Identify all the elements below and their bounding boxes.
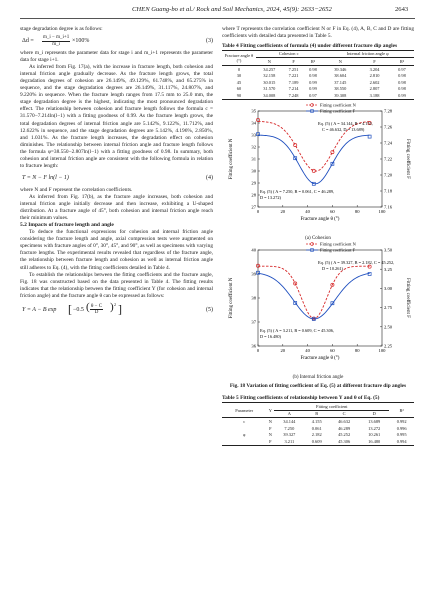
section-heading: 5.2 Impacts of fracture length and angle bbox=[20, 222, 114, 229]
y-tick-label: 31 bbox=[251, 156, 256, 162]
where-4: where N and F represent the correlation coefficients. bbox=[20, 186, 133, 193]
page-number: 2643 bbox=[395, 6, 409, 13]
y2-tick-label: 7.22 bbox=[384, 156, 393, 162]
y-tick-label: 28 bbox=[251, 192, 256, 198]
table-row: 90 34.008 7.248 0.97 39.308 3.188 0.99 bbox=[222, 92, 414, 99]
fig18a-subcaption: (a) Cohesion bbox=[305, 235, 331, 241]
y2-tick-label: 7.20 bbox=[384, 172, 393, 178]
fit-curve-n bbox=[258, 266, 370, 318]
chart-friction bbox=[222, 242, 414, 370]
x-axis-label: Fracture angle θ (°) bbox=[300, 216, 340, 222]
table-4: Fracture angle θ (°) Cohesion c Internal friction angle φ N F R² N F R² 0 34.257 7.251 0.98 39.346 3.204 0.97 30 32.158 7.221 0.98 38.604 2.810 0.98 45 30.015 7.189 0.99 37.145 2.602 0.98 60 31.570 7.214 0.99 38.550 2.807 0.98 90 34.008 7.248 0.97 39.308 3.188 0.99 bbox=[222, 50, 414, 100]
paragraph-4: To establish the relationships between the fitting coefficients and the fracture angle, Fig. 18 was constructed based on the data presented in Table 4. The fitting results indicates that the relationship between the fitting coefficient Y (for cohesion and internal friction angle) and the fracture angle θ can be expressed as follows: bbox=[20, 271, 213, 299]
x-tick-label: 20 bbox=[280, 347, 286, 353]
y2-tick-label: 3.50 bbox=[384, 247, 393, 253]
y-tick-label: 38 bbox=[251, 295, 256, 301]
fit-curve-f bbox=[258, 273, 370, 319]
table5-caption: Table 5 Fitting coefficients of relationship between Y and θ of Eq. (5) bbox=[222, 395, 380, 402]
table-row: c N 34.144 4.155 46.632 13.689 0.992 bbox=[243, 418, 407, 424]
eq3-fraction: $\frac{m\_i - m\_i+1}{m\_i}$ bbox=[43, 35, 70, 47]
annotation-n-1: Eq. (5) ( A = 39.327, B = 2.182, C = 45.252, bbox=[318, 259, 395, 265]
left-column bbox=[20, 26, 213, 320]
x-tick-label: 0 bbox=[256, 347, 260, 353]
y-tick-label: 39 bbox=[251, 271, 256, 277]
y-tick-label: 35 bbox=[251, 108, 256, 114]
annotation-f-2: D = 13.272) bbox=[260, 194, 281, 200]
y-tick-label: 40 bbox=[251, 247, 256, 253]
table-row: F 7.250 0.061 46.289 13.272 0.996 bbox=[269, 425, 407, 431]
annotation-f-1: Eq. (5) ( A = 7.250, B = 0.061, C = 46.289, bbox=[260, 188, 335, 194]
equation-4: T = N − F ln(l − 1) (4) bbox=[22, 174, 213, 181]
x-tick-label: 60 bbox=[330, 347, 335, 353]
annotation-f-1: Eq. (5) ( A = 3.211, B = 0.609, C = 45.306, bbox=[260, 327, 334, 333]
y2-axis-label: Fitting coefficient F bbox=[405, 138, 410, 179]
y2-tick-label: 7.26 bbox=[384, 124, 393, 130]
table-row: 30 32.158 7.221 0.98 38.604 2.810 0.98 bbox=[236, 73, 406, 79]
chart-cohesion bbox=[222, 103, 414, 231]
y-tick-label: 30 bbox=[251, 168, 256, 174]
y2-tick-label: 7.18 bbox=[384, 188, 393, 194]
intro-text: stage degradation degree is as follows: bbox=[20, 26, 103, 32]
legend-label-n: Fitting coefficient N bbox=[320, 102, 356, 108]
running-title: CHEN Guang-bo et al./ Rock and Soil Mechanics, 2024, 45(9): 2633−2652 bbox=[132, 6, 332, 13]
fit-curve-f bbox=[258, 135, 370, 184]
x-axis-label: Fracture angle θ (°) bbox=[300, 355, 340, 361]
x-tick-label: 0 bbox=[256, 208, 260, 214]
legend-label-f: Fitting coefficient F bbox=[320, 108, 356, 114]
y2-tick-label: 2.75 bbox=[384, 305, 393, 311]
equation-3: Δd = $\frac{m\_i - m\_i+1}{m\_i}$ ×100% (3) bbox=[22, 35, 213, 47]
y-tick-label: 37 bbox=[251, 319, 256, 325]
legend-label-n: Fitting coefficient N bbox=[320, 241, 356, 247]
x-tick-label: 100 bbox=[378, 208, 386, 214]
equation-5: Y = A − B exp [ −0.5 ( $\frac{\theta - C}{D}$ ) 2 ] (5) bbox=[22, 300, 213, 316]
table-5: Parameter Y Fitting coefficient R² A B C D c N 34.144 4.155 46.632 13.689 0.992 F 7.250 0.061 46.289 13.272 0.996 φ N 39.327 2.182 45.252 10.261 0.995 F 3.211 0.609 45.306 16.480 0.994 bbox=[222, 402, 414, 446]
annotation-f-2: D = 16.480) bbox=[260, 333, 281, 339]
table4-col0: Fracture angle θ (°) bbox=[222, 50, 256, 65]
paragraph-1: As inferred from Fig. 17(a), with the increase in fracture length, both cohesion and internal friction angle gradually decrease. As the fracture length grows, the total degradation degrees of cohesion are 26.149%, 49.129%, 61.748%, and 65.275% in sequence, and the stage degradation degrees are 26.149%, 31.117%, 24.807%, and 9.220% in sequence. When the fracture length ranges from 17.5 mm to 25.0 mm, the stage degradation degree is the highest, indicating the most pronounced degradation effect. The relationship between cohesion and fracture length follows the formula c = 31.570−7.214ln(l−1) with a fitting goodness of 0.99. As the fracture length grows, the total degradation degrees of internal friction angle are 5.142%, 9.122%, 11.712%, and 12.622% in sequence, and the stage degradation degrees are 5.142%, 4.196%, 2.850%, and 1.031%. As the fracture length increases, the degradation effect on cohesion diminishes. The relationship between internal friction angle and fracture length follows the formula φ=38.550−2.807ln(l−1) with a fitting goodness of 0.98. In summary, both cohesion and internal friction angle are consistent with the following formula in relation to fracture length: bbox=[20, 64, 213, 169]
page-header bbox=[0, 5, 427, 19]
x-tick-label: 100 bbox=[378, 347, 386, 353]
x-tick-label: 20 bbox=[280, 208, 286, 214]
y-tick-label: 29 bbox=[251, 180, 256, 186]
table-row: F 3.211 0.609 45.306 16.480 0.994 bbox=[222, 438, 414, 445]
figure-18a bbox=[222, 103, 414, 242]
y2-tick-label: 7.16 bbox=[384, 204, 393, 210]
right-column bbox=[222, 26, 414, 446]
y-axis-label: Fitting coefficient N bbox=[229, 138, 234, 180]
fig18-caption: Fig. 18 Variation of fitting coefficient of Eq. (5) at different fracture dip angles bbox=[229, 382, 407, 389]
table-row: 0 34.257 7.251 0.98 39.346 3.204 0.97 bbox=[237, 66, 406, 72]
legend-label-f: Fitting coefficient F bbox=[320, 247, 356, 253]
x-tick-label: 60 bbox=[330, 208, 335, 214]
eq3-number: (3) bbox=[206, 38, 213, 45]
table4-group-friction: Internal friction angle φ bbox=[321, 50, 414, 58]
annotation-n-1: Eq. (5) ( A = 34.144, B = 4.155, bbox=[318, 120, 373, 126]
y-axis-label: Fitting coefficient N bbox=[229, 277, 234, 319]
right-intro: where T represents the correlation coefficient N or F in Eq. (4), A, B, C and D are fitting coefficients with detailed data presented in Table 5. bbox=[222, 26, 414, 40]
x-tick-label: 80 bbox=[354, 208, 360, 214]
y2-tick-label: 7.28 bbox=[384, 108, 393, 114]
annotation-n-2: C = 46.632, D = 13.689) bbox=[322, 126, 365, 132]
x-tick-label: 40 bbox=[305, 208, 310, 214]
y2-tick-label: 3.00 bbox=[384, 285, 393, 291]
y-tick-label: 34 bbox=[251, 120, 256, 126]
where-3: where m_i represents the parameter data for stage i and m_i+1 represents the parameter data for stage i+1. bbox=[20, 50, 213, 64]
eq5-fraction: $\frac{\theta - C}{D}$ bbox=[91, 303, 103, 316]
table4-caption: Table 4 Fitting coefficients of formula (4) under different fracture dip angles bbox=[222, 43, 398, 50]
table-row: 45 30.015 7.189 0.99 37.145 2.602 0.98 bbox=[236, 79, 406, 85]
y2-tick-label: 2.25 bbox=[384, 343, 393, 349]
header-rule bbox=[20, 18, 415, 19]
data-point-n bbox=[331, 150, 334, 153]
y-tick-label: 33 bbox=[251, 132, 256, 138]
table-row: 60 31.570 7.214 0.99 38.550 2.807 0.98 bbox=[236, 86, 406, 92]
table-row: φ N 39.327 2.182 45.252 10.261 0.995 bbox=[242, 432, 407, 438]
y2-tick-label: 2.50 bbox=[384, 324, 393, 330]
y2-tick-label: 3.25 bbox=[384, 266, 393, 272]
eq4-number: (4) bbox=[206, 174, 213, 181]
y2-tick-label: 7.24 bbox=[384, 140, 393, 146]
paragraph-2: As inferred from Fig. 17(b), as the fracture angle increases, both cohesion and internal friction angle initially decrease and then increase, exhibiting a U-shaped distribution. At a fracture angle of 45°, both cohesion and internal friction angle reach their minimum values. bbox=[20, 193, 213, 222]
annotation-n-2: D = 10.261) bbox=[322, 265, 343, 271]
table4-group-cohesion: Cohesion c bbox=[256, 50, 321, 58]
eq5-number: (5) bbox=[206, 306, 213, 313]
figure-18b bbox=[222, 242, 414, 381]
data-point-n bbox=[294, 143, 297, 146]
paragraph-3: To deduce the functional expressions for cohesion and internal friction angle considering the fracture length and angle, axial compression tests were augmented on specimens with fracture angles of 0°, 30°, 45°, and 90°, as well as specimens with varying fracture lengths. The experimental results revealed that regardless of the fracture angle, the relationship between fracture length and cohesion as well as internal friction angle still adheres to Eq. (4), with the fitting coefficients detailed in Table 4. bbox=[20, 229, 214, 271]
y-tick-label: 36 bbox=[251, 343, 256, 349]
x-tick-label: 40 bbox=[305, 347, 310, 353]
y-tick-label: 32 bbox=[251, 144, 256, 150]
y-tick-label: 27 bbox=[251, 204, 256, 210]
fig18b-subcaption: (b) Internal friction angle bbox=[292, 374, 344, 380]
y2-axis-label: Fitting coefficient F bbox=[405, 277, 410, 318]
x-tick-label: 80 bbox=[354, 347, 360, 353]
